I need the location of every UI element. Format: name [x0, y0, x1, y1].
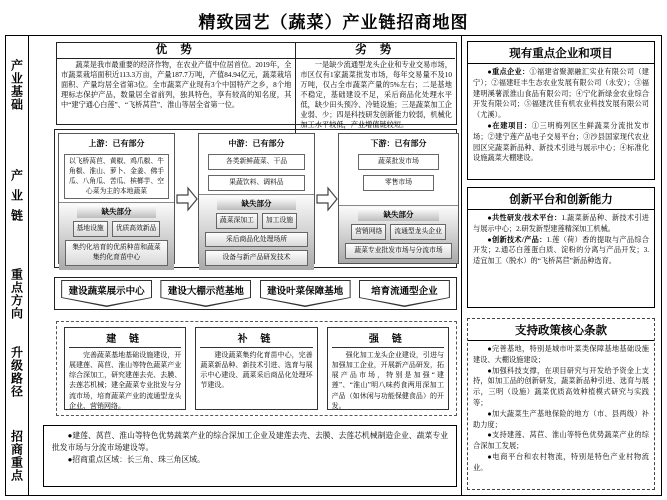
strengthen-chain-title: 强 链: [332, 329, 444, 348]
downstream-missing-item: 营销网络: [351, 224, 386, 240]
downstream-missing-item: 蔬菜专业批发市场与分流市场: [345, 243, 451, 259]
downstream-existing-item: 蔬菜批发市场: [358, 154, 439, 170]
right-column: [462, 36, 661, 495]
weaknesses-text: 一是缺少流通型龙头企业和专业交易市场，市区仅有1家蔬菜批发市场，每年交易量不及10万吨，仅占全市蔬菜产量的5%左右；二是基地不稳定，基础建设不足，采后商品化处理水平低，缺少田头预冷、冷链设施；三是蔬菜加工企业弱、少；四是科技研发创新能力较弱，机械化加工水平较低，产业增值链较短。: [300, 61, 452, 129]
key-enterprises-box: [467, 41, 655, 180]
strengthen-chain-text: 强化加工龙头企业建设，引进与加强加工企业，开展新产品研发，拓展产品市场，特别是加强“建莲”、“淮山”明八味药食两用深加工产品（如休闲与功能保健食品）的开发。: [331, 351, 444, 410]
sidebar-label-investment-focus: 招商重点: [9, 430, 24, 482]
midstream-missing-item: 设备与新产品研发技术: [205, 250, 307, 266]
sidebar: [6, 36, 29, 495]
downstream-title: 下游：已有部分: [370, 139, 427, 148]
upstream-missing-item: 优质高效新品: [112, 221, 161, 237]
direction-banner-label: 建设蔬菜展示中心: [68, 286, 145, 297]
upstream-missing-area: [59, 202, 174, 270]
policy-bullet: ●电商平台和农村物流，特别是特色产业村物流业。: [473, 452, 649, 472]
strengthen-chain-box: [327, 327, 449, 410]
policy-bullet: ●完善基地，特别是城市叶菜类保障基地基础设施建设、大棚设施建设；: [473, 345, 649, 364]
right-arrow-icon: [175, 133, 198, 264]
innovation-title: 创新平台和创新能力: [468, 188, 654, 210]
policy-box: [467, 318, 655, 490]
sidebar-label-industry-base: 产业基础: [9, 59, 24, 111]
upstream-box: [58, 133, 175, 264]
sidebar-label-upgrade-path: 升级路径: [9, 346, 24, 398]
projects-paragraph: ●在建项目：①三明梅列区生鲜蔬菜分流批发市场；②建宁莲产品电子交易平台；③沙县国家现代农业园区完蔬菜新品种、新技术引进与展示中心；④标准化设施蔬菜大棚建设。: [473, 121, 649, 163]
sidebar-label-industry-chain: 产业链: [9, 169, 24, 229]
upstream-existing-item: 以飞桥莴苣、黄椒、鸡爪椒、牛角椒、淮山、萝卜、金姜、佛手瓜、八角瓜、苦瓜、槟榔芋、空心菜为主的本地蔬菜: [64, 154, 169, 199]
supplement-chain-box: [195, 327, 317, 410]
policy-title: 支持政策核心条款: [468, 319, 654, 341]
strengths-text: 蔬菜是我市最重要的经济作物，在农业产值中位居首位。2019年，全市蔬菜栽培面积近113.3万亩，产量187.7万吨，产值84.94亿元，蔬菜栽培面积、产量均居全省第3位。全市蔬菜产业现有3个中国特产之乡，8个地理标志保护产品，数量居全省前列，独具特色，享有较高的知名度，其中“建宁通心白莲”、“飞桥莴苣”、淮山等居全省第一位。: [61, 61, 292, 109]
innovation-platform-paragraph: ●共性研发/技术平台：1.蔬菜新品种、新技术引进与展示中心；2.研发新型建莲精深加工机械。: [473, 214, 649, 233]
midstream-missing-item: 加工设施: [262, 213, 297, 229]
direction-banner: [260, 280, 351, 307]
strengths-weaknesses-table: [56, 42, 457, 129]
missing-parts-label: 缺失部分: [358, 208, 439, 221]
missing-parts-label: 缺失部分: [77, 205, 155, 218]
downstream-existing-item: 零售市场: [363, 175, 434, 191]
downstream-missing-area: [339, 205, 458, 263]
key-enterprises-paragraph: ●重点企业：①福建省聚源融汇实业有限公司（建宁）；②福建旺丰生态农业发展有限公司（永安）；③福建明溪薯派淮山食品有限公司；④宁化新绿金农业综合开发有限公司；⑤福建沈佳有机农业科技发展有限公司（尤溪）。: [473, 68, 649, 120]
focus-bullet: ●招商重点区域：长三角、珠三角区域。: [67, 455, 205, 465]
downstream-box: [338, 133, 459, 264]
policy-bullet: ●支持建莲、莴苣、淮山等特色优势蔬菜产业的综合深加工发展；: [473, 431, 649, 451]
key-directions-band: [54, 277, 457, 310]
key-enterprises-title: 现有重点企业和项目: [468, 42, 654, 64]
midstream-missing-item: 采后商品化处理场所: [205, 232, 307, 248]
upstream-missing-item: 基地设施: [73, 221, 108, 237]
industry-chain-diagram: [54, 129, 457, 268]
direction-banner: [160, 280, 251, 307]
right-arrow-icon: [315, 133, 338, 264]
upgrade-path-section: [56, 321, 457, 416]
upstream-missing-item: 集约化培育的优质种苗和蔬菜集约化育苗中心: [65, 240, 167, 266]
innovation-box: [467, 187, 655, 308]
supplement-chain-text: 建设蔬菜集约化育苗中心，完善蔬菜新品种、新技术引进、选育与展示中心建设、蔬菜采后商品化处理环节建设。: [200, 351, 313, 390]
investment-focus-box: [43, 425, 457, 487]
direction-banner-label: 建设大棚示范基地: [167, 286, 244, 297]
downstream-missing-item: 流通型龙头企业: [390, 224, 446, 240]
innovation-products-paragraph: ●创新技术/产品：1.莲（荷）香的提取与产品综合开发；2.通芯白莲蛋白质、淀粉的分离与产品开发；3.适宜加工（脱水）的“飞桥莴苣”新品种选育。: [473, 235, 649, 266]
midstream-missing-item: 蔬菜深加工: [216, 213, 258, 229]
upstream-title: 上游：已有部分: [88, 139, 145, 148]
map-frame: [5, 35, 662, 496]
policy-bullet: ●加大蔬菜生产基地保险的地方（市、县两级）补助力度；: [473, 409, 649, 429]
direction-banner-label: 建设叶菜保障基地: [267, 286, 344, 297]
direction-banner-label: 培育流通型企业: [371, 286, 438, 297]
strengths-header: 优 势: [57, 43, 296, 59]
missing-parts-label: 缺失部分: [217, 197, 295, 210]
midstream-existing-item: 果蔬饮料、调料品: [208, 175, 306, 191]
build-chain-title: 建 链: [69, 329, 181, 348]
direction-banner: [359, 280, 450, 307]
build-chain-text: 完善蔬菜基地基础设施建设，开展建莲、莴苣、淮山等特色蔬菜产业综合深加工，研究建莲去壳、去膜、去莲芯机械；建全蔬菜专业批发与分流市场，培育蔬菜产业的流通型龙头企业、营销网络。: [69, 351, 182, 410]
main-area: [29, 36, 462, 495]
weaknesses-header: 劣 势: [295, 43, 455, 59]
midstream-box: [198, 133, 315, 264]
focus-bullet: ●建莲、莴苣、淮山等特色优势蔬菜产业的综合深加工企业及建莲去壳、去膜、去莲芯机械制造企业、蔬菜专业批发市场与分流市场建设等。: [52, 431, 448, 453]
midstream-existing-item: 各类新鲜蔬菜、干品: [208, 154, 306, 170]
build-chain-box: [64, 327, 186, 410]
sidebar-label-key-directions: 重点方向: [9, 268, 24, 320]
midstream-missing-area: [199, 194, 314, 271]
supplement-chain-title: 补 链: [200, 329, 312, 348]
policy-bullet: ●加强科技支撑，在项目研究与开发给予资金上支持，如加工品的创新研发，蔬菜新品种引进、选育与展示，三明（设施）蔬菜优质高效种植模式研究与实践等；: [473, 366, 649, 407]
page-title: 精致园艺（蔬菜）产业链招商地图: [198, 13, 469, 32]
midstream-title: 中游：已有部分: [228, 139, 285, 148]
direction-banner: [61, 280, 152, 307]
